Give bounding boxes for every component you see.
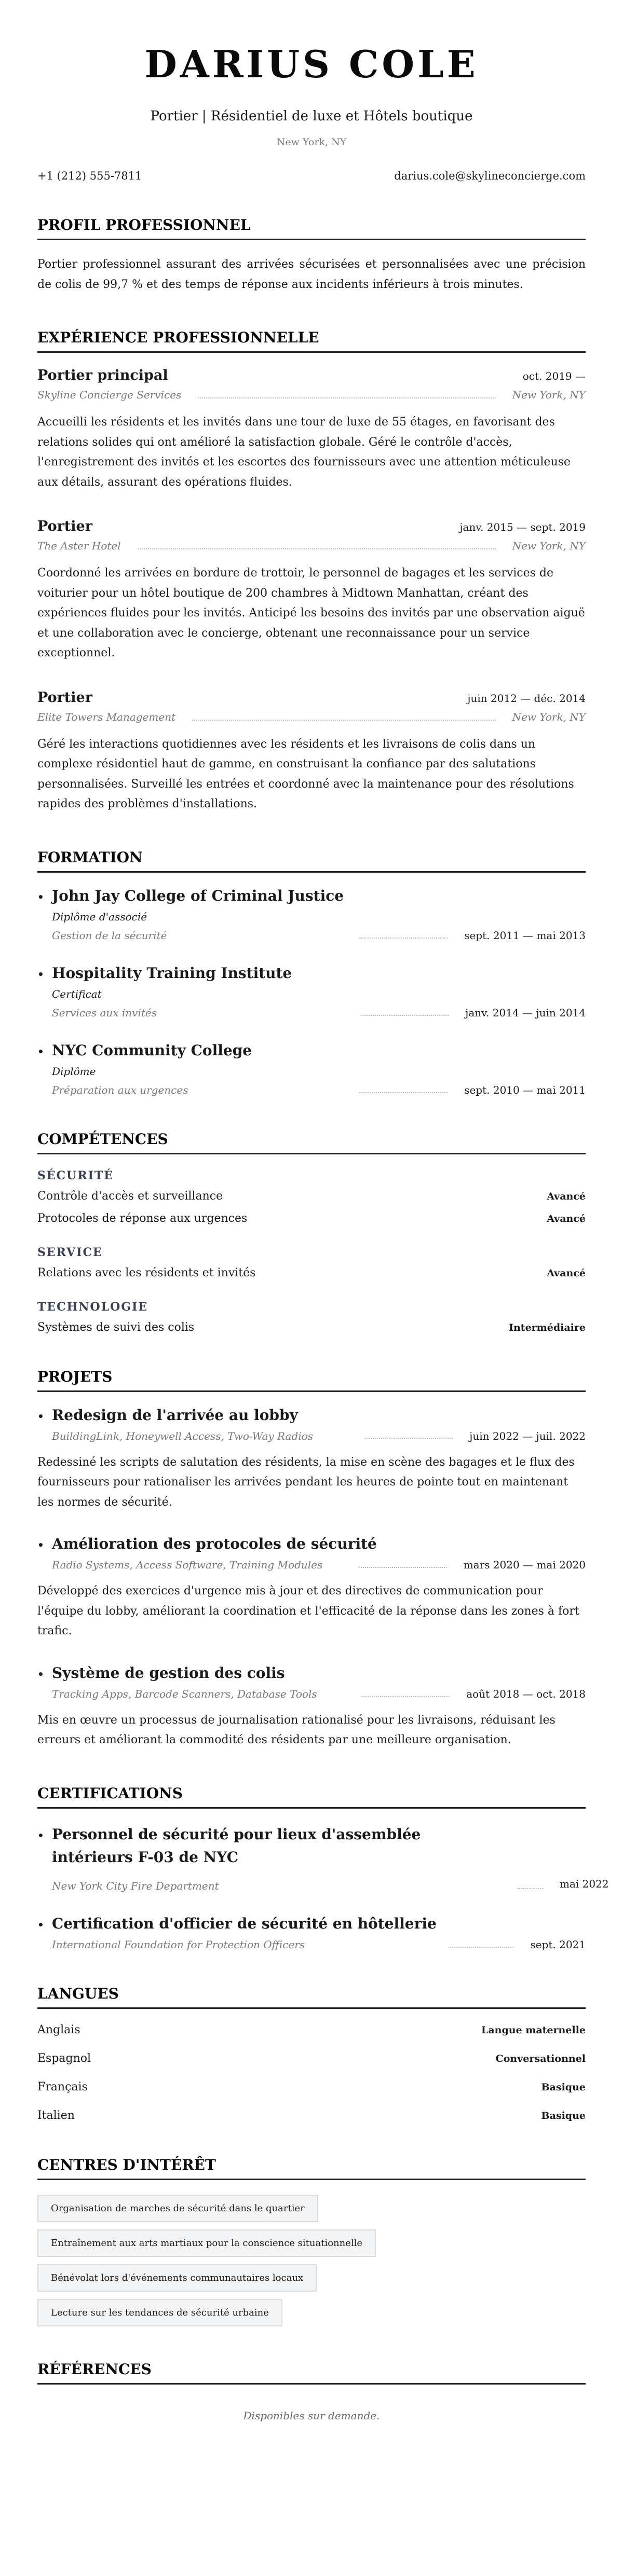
degree: Diplôme [52, 1065, 96, 1078]
skill-group [37, 1169, 586, 1225]
project-entry [37, 1407, 586, 1513]
job-title: Portier [37, 518, 92, 535]
dotted-leader [359, 1563, 447, 1568]
contact-row [37, 170, 586, 182]
certification-issuer: International Foundation for Protection Officers [52, 1938, 305, 1951]
language-name: Italien [37, 2109, 75, 2123]
education-date: sept. 2011 — mai 2013 [464, 929, 586, 942]
job-description: Géré les interactions quotidiennes avec les résidents et les livraisons de colis dans un complexe résidentiel haut de gamme, en construisant la confiance par des salutations personnalisées. Surveillé les entrées et coordonné avec la maintenance pour des résolutions rapides des problèmes d'installations. [37, 737, 574, 811]
profile-section [37, 216, 586, 295]
job-description: Coordonné les arrivées en bordure de trottoir, le personnel de bagages et les services de voiturier pour un hôtel boutique de 200 chambres à Midtown Manhattan, créant des expériences fluides pour les invités. Anticipé les besoins des invités par une observation aiguë et une collaboration avec le concierge, obtenant une reconnaissance pour un service exceptionnel. [37, 567, 585, 660]
degree: Certificat [52, 987, 102, 1000]
school-name: NYC Community College [52, 1041, 252, 1059]
language-name: Anglais [37, 2023, 80, 2037]
project-description: Mis en œuvre un processus de journalisation rationalisé pour les livraisons, réduisant les erreurs et améliorant la commodité des résidents par une meilleure organisation. [37, 1713, 556, 1747]
project-date: juin 2022 — juil. 2022 [469, 1429, 586, 1442]
project-name: Redesign de l'arrivée au lobby [52, 1406, 298, 1424]
field-of-study: Services aux invités [52, 1006, 157, 1019]
education-entry [37, 1042, 586, 1096]
certification-entry [37, 1823, 609, 1893]
job-company: Skyline Concierge Services [37, 389, 182, 402]
job-company: Elite Towers Management [37, 710, 176, 723]
skills-section [37, 1131, 586, 1334]
skill-row [37, 1321, 586, 1334]
project-tools: BuildingLink, Honeywell Access, Two-Way Radios [52, 1429, 313, 1442]
dotted-leader [138, 543, 496, 549]
interest-tag: Bénévolat lors d'événements communautaires locaux [37, 2264, 317, 2292]
dotted-leader [198, 392, 495, 398]
resume-header [37, 44, 586, 182]
section-title: EXPÉRIENCE PROFESSIONNELLE [37, 329, 586, 353]
language-level: Langue maternelle [481, 2024, 586, 2036]
skill-level: Avancé [547, 1267, 586, 1279]
skill-level: Avancé [547, 1213, 586, 1224]
project-entry [37, 1535, 586, 1642]
school-name: Hospitality Training Institute [52, 964, 292, 982]
bullet-icon: • [37, 1539, 44, 1552]
certification-entry [37, 1915, 586, 1951]
candidate-location: New York, NY [276, 136, 347, 148]
job-location: New York, NY [512, 389, 586, 402]
references-note: Disponibles sur demande. [243, 2409, 380, 2422]
project-date: mars 2020 — mai 2020 [463, 1559, 586, 1572]
language-level: Conversationnel [495, 2053, 586, 2065]
candidate-name: DARIUS COLE [144, 42, 479, 86]
skill-group-title: SERVICE [37, 1245, 103, 1259]
project-description: Redessiné les scripts de salutation des résidents, la mise en scène des bagages et le flux des fournisseurs pour rationaliser les arrivées pendant les heures de pointe tout en maintenant les normes de sécurité. [37, 1455, 575, 1509]
dotted-leader [359, 1088, 448, 1093]
section-title: PROJETS [37, 1368, 586, 1392]
experience-section [37, 329, 586, 815]
skill-name: Protocoles de réponse aux urgences [37, 1211, 248, 1225]
phone-number[interactable]: +1 (212) 555-7811 [37, 170, 142, 183]
interests-section [37, 2156, 586, 2326]
section-title: RÉFÉRENCES [37, 2361, 586, 2385]
job-description: Accueilli les résidents et les invités dans une tour de luxe de 55 étages, en favorisant des relations solides qui ont amélioré la satisfaction globale. Géré le contrôle d'accès, l'enregistrement des invités et les escortes des fournisseurs avec une attention méticuleuse aux détails, assurant des opérations fluides. [37, 416, 571, 489]
projects-section [37, 1368, 586, 1751]
dotted-leader [359, 933, 448, 939]
section-title: LANGUES [37, 1985, 586, 2009]
section-title: COMPÉTENCES [37, 1131, 586, 1154]
job-entry [37, 690, 586, 815]
education-entry [37, 965, 586, 1019]
references-section [37, 2361, 586, 2422]
certification-date: sept. 2021 [530, 1938, 586, 1951]
skill-group [37, 1300, 586, 1334]
interest-tags [37, 2195, 586, 2326]
project-entry [37, 1664, 586, 1751]
skill-name: Contrôle d'accès et surveillance [37, 1189, 223, 1203]
bullet-icon: • [37, 1410, 44, 1423]
project-date: août 2018 — oct. 2018 [466, 1687, 586, 1700]
skill-row [37, 1212, 586, 1225]
certification-name: Personnel de sécurité pour lieux d'assemblée intérieurs F-03 de NYC [52, 1825, 421, 1866]
section-title: PROFIL PROFESSIONNEL [37, 216, 586, 240]
dotted-leader [517, 1884, 543, 1889]
bullet-icon: • [37, 968, 44, 981]
bullet-icon: • [37, 1045, 44, 1058]
interest-tag: Lecture sur les tendances de sécurité urbaine [37, 2299, 282, 2326]
bullet-icon: • [37, 1668, 44, 1680]
job-date: juin 2012 — déc. 2014 [467, 692, 586, 705]
skill-row [37, 1190, 586, 1203]
bullet-icon: • [37, 1829, 44, 1842]
languages-section [37, 1985, 586, 2122]
degree: Diplôme d'associé [52, 910, 147, 923]
education-date: janv. 2014 — juin 2014 [465, 1006, 586, 1019]
language-row [37, 2081, 586, 2093]
bullet-icon: • [37, 890, 44, 903]
section-title: CERTIFICATIONS [37, 1785, 586, 1809]
interest-tag: Entraînement aux arts martiaux pour la conscience situationnelle [37, 2229, 376, 2257]
profile-summary: Portier professionnel assurant des arrivées sécurisées et personnalisées avec une précision de colis de 99,7 % et des temps de réponse aux incidents inférieurs à trois minutes. [37, 258, 586, 291]
education-entry [37, 887, 586, 942]
certification-issuer: New York City Fire Department [52, 1880, 219, 1893]
project-tools: Radio Systems, Access Software, Training Modules [52, 1559, 323, 1572]
job-company: The Aster Hotel [37, 540, 121, 553]
language-level: Basique [541, 2082, 586, 2093]
skill-row [37, 1266, 586, 1279]
interest-tag: Organisation de marches de sécurité dans le quartier [37, 2195, 318, 2222]
project-name: Amélioration des protocoles de sécurité [52, 1535, 377, 1553]
project-description: Développé des exercices d'urgence mis à jour et des directives de communication pour l'équipe du lobby, améliorant la coordination et l'efficacité de la réponse dans les zones à fort trafic. [37, 1585, 579, 1638]
project-name: Système de gestion des colis [52, 1664, 285, 1682]
dotted-leader [360, 1011, 449, 1016]
skill-group-title: SÉCURITÉ [37, 1168, 114, 1182]
language-name: Français [37, 2081, 88, 2094]
job-date: janv. 2015 — sept. 2019 [459, 521, 586, 534]
dotted-leader [364, 1434, 453, 1439]
school-name: John Jay College of Criminal Justice [52, 887, 344, 904]
certification-date: mai 2022 [560, 1878, 609, 1891]
job-location: New York, NY [512, 710, 586, 723]
language-name: Espagnol [37, 2052, 91, 2065]
candidate-tagline: Portier | Résidentiel de luxe et Hôtels boutique [150, 108, 473, 125]
field-of-study: Préparation aux urgences [52, 1083, 188, 1096]
dotted-leader [361, 1692, 450, 1697]
job-date: oct. 2019 — [522, 370, 586, 383]
certifications-section [37, 1784, 609, 1951]
bullet-icon: • [37, 1919, 44, 1932]
job-location: New York, NY [512, 540, 586, 553]
certification-name: Certification d'officier de sécurité en hôtellerie [52, 1915, 437, 1933]
job-title: Portier principal [37, 367, 168, 384]
skill-name: Relations avec les résidents et invités [37, 1266, 256, 1279]
project-tools: Tracking Apps, Barcode Scanners, Database Tools [52, 1687, 317, 1700]
education-date: sept. 2010 — mai 2011 [464, 1083, 586, 1096]
job-title: Portier [37, 689, 92, 706]
skill-level: Intermédiaire [509, 1321, 586, 1333]
dotted-leader [192, 714, 495, 721]
skill-group-title: TECHNOLOGIE [37, 1300, 148, 1314]
language-row [37, 2023, 586, 2036]
language-level: Basique [541, 2110, 586, 2122]
section-title: FORMATION [37, 849, 586, 873]
education-section [37, 849, 586, 1096]
job-entry [37, 518, 586, 664]
language-row [37, 2109, 586, 2122]
skill-name: Systèmes de suivi des colis [37, 1320, 195, 1334]
email-address[interactable]: darius.cole@skylineconcierge.com [394, 170, 586, 183]
job-entry [37, 367, 586, 492]
field-of-study: Gestion de la sécurité [52, 929, 167, 942]
skill-level: Avancé [547, 1190, 586, 1202]
language-row [37, 2052, 586, 2065]
skill-group [37, 1246, 586, 1279]
section-title: CENTRES D'INTÉRÊT [37, 2156, 586, 2180]
dotted-leader [449, 1943, 513, 1948]
